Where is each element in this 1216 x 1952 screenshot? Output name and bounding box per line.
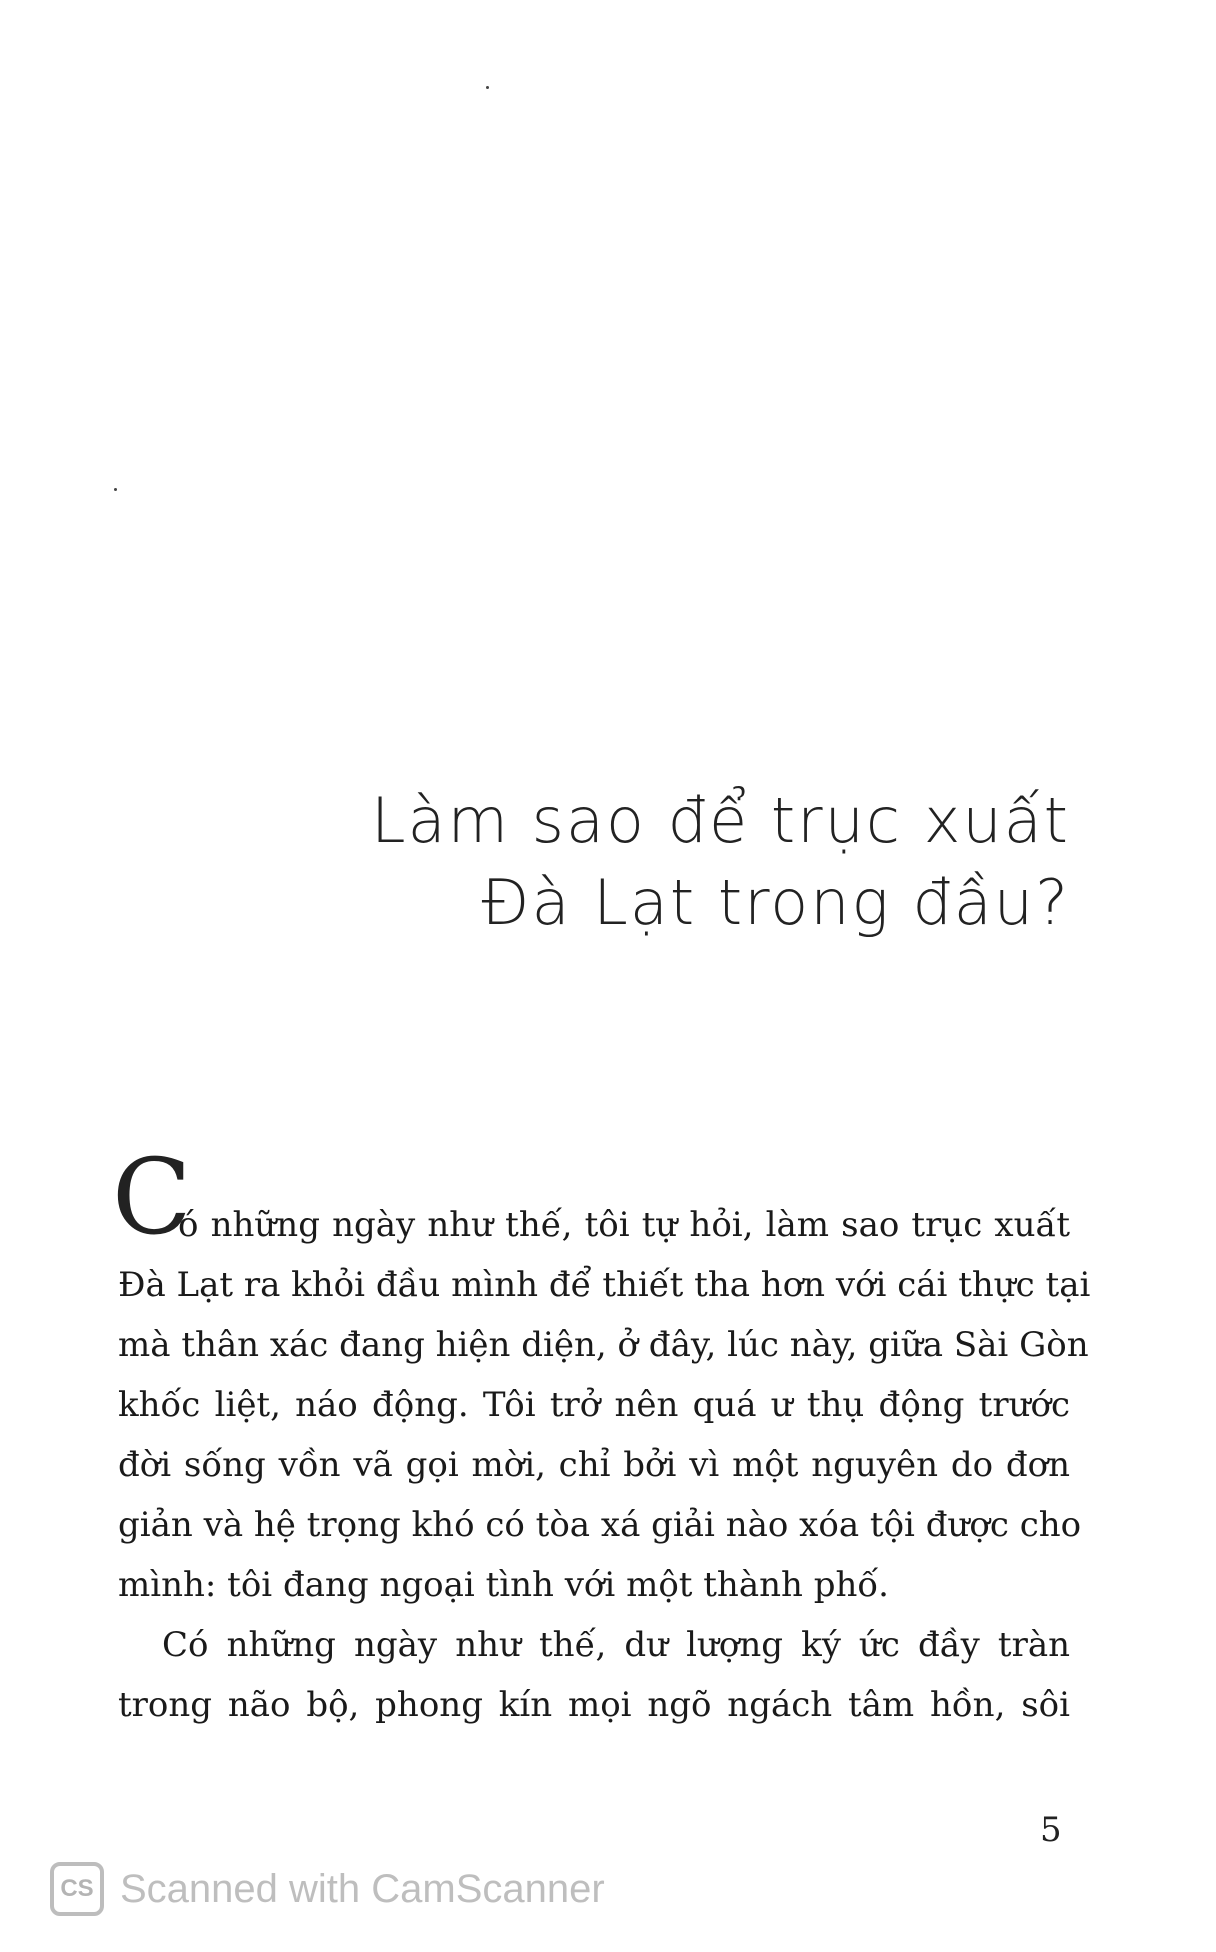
watermark-text: Scanned with CamScanner [120, 1866, 605, 1911]
paragraph-1 [112, 1136, 1091, 1615]
page-number: 5 [1040, 1810, 1062, 1850]
scan-speck [486, 86, 489, 89]
paragraph-1-line-1-text: ó những ngày như thế, tôi tự hỏi, làm sao trục xuất [178, 1205, 1070, 1245]
paragraph-1-line-7: mình: tôi đang ngoại tình với một thành phố. [118, 1565, 889, 1605]
chapter-title-line-1: Làm sao để trục xuất [371, 784, 1070, 857]
scan-speck [114, 488, 117, 491]
paragraph-1-line-3: mà thân xác đang hiện diện, ở đây, lúc này, giữa Sài Gòn [118, 1325, 1089, 1365]
drop-cap: C [112, 1136, 192, 1258]
paragraph-2 [118, 1615, 1070, 1735]
camscanner-logo: CS [50, 1862, 104, 1916]
paragraph-1-line-4: khốc liệt, náo động. Tôi trở nên quá ư thụ động trước [118, 1385, 1070, 1425]
paragraph-1-line-1 [112, 1136, 1070, 1258]
camscanner-watermark [50, 1862, 605, 1916]
chapter-title-line-2: Đà Lạt trong đầu? [481, 866, 1070, 939]
paragraph-1-line-5: đời sống vồn vã gọi mời, chỉ bởi vì một nguyên do đơn [118, 1445, 1070, 1485]
paragraph-1-line-2: Đà Lạt ra khỏi đầu mình để thiết tha hơn với cái thực tại [118, 1265, 1091, 1305]
chapter-title [120, 780, 1070, 944]
paragraph-2-line-1: Có những ngày như thế, dư lượng ký ức đầy tràn [162, 1625, 1070, 1665]
body-text [112, 1136, 1091, 1735]
paragraph-1-line-6: giản và hệ trọng khó có tòa xá giải nào xóa tội được cho [118, 1505, 1082, 1545]
paragraph-2-line-2: trong não bộ, phong kín mọi ngõ ngách tâm hồn, sôi [118, 1685, 1070, 1725]
